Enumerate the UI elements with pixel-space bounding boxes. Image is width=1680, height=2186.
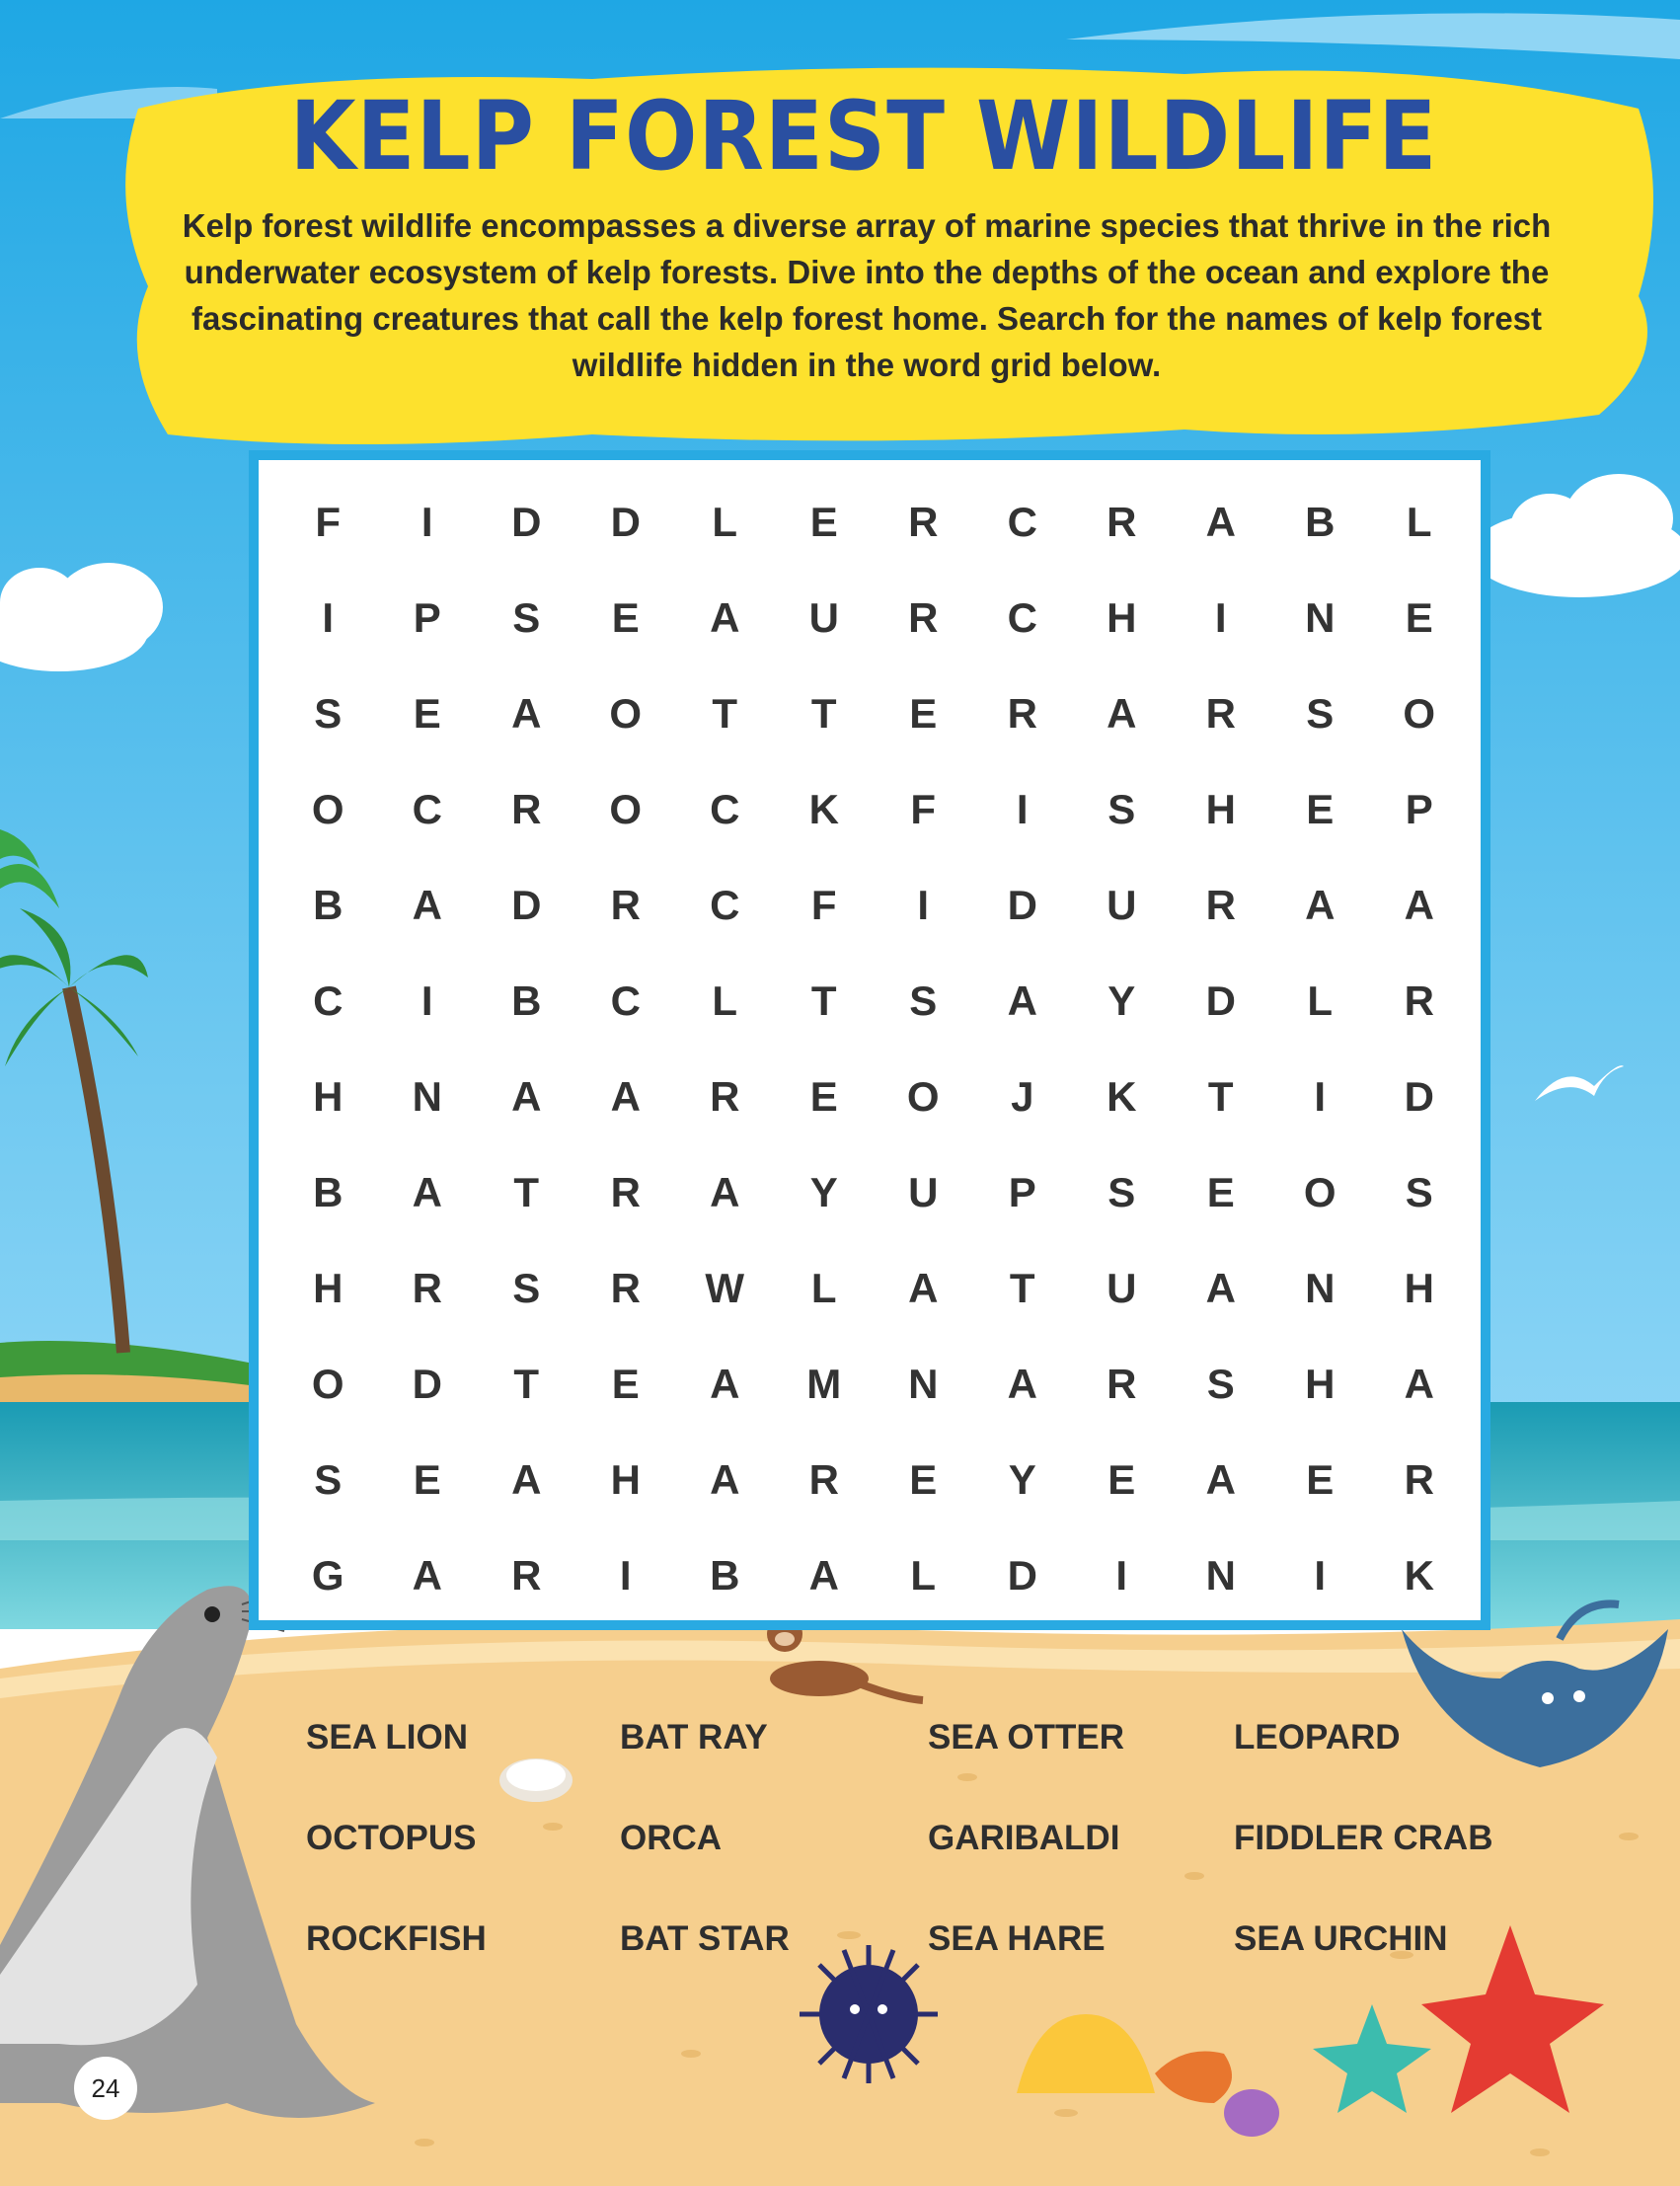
- grid-letter[interactable]: E: [611, 593, 640, 641]
- word-list: [306, 1698, 1493, 2014]
- word-list-item: GARIBALDI: [928, 1819, 1120, 1857]
- grid-letter[interactable]: S: [512, 593, 541, 641]
- grid-letter[interactable]: I: [1214, 593, 1227, 641]
- grid-letter[interactable]: I: [1115, 1551, 1128, 1599]
- grid-letter[interactable]: E: [413, 689, 441, 737]
- grid-letter[interactable]: I: [1314, 1551, 1327, 1599]
- grid-letter[interactable]: C: [1007, 498, 1037, 545]
- grid-letter[interactable]: O: [609, 689, 643, 737]
- grid-letter[interactable]: E: [1405, 593, 1433, 641]
- grid-letter[interactable]: A: [1305, 881, 1336, 928]
- grid-letter[interactable]: C: [610, 976, 641, 1024]
- grid-letter[interactable]: K: [1107, 1072, 1137, 1120]
- grid-letter[interactable]: D: [511, 881, 542, 928]
- intro-text: Kelp forest wildlife encompasses a diverse array of marine species that thrive in the rich underwater ecosystem of kelp forests. Dive into the depths of the ocean and explore the fascinating creatures that call the kelp forest home. Search for the names of kelp forest wildlife hidden in the word grid below.: [182, 207, 1552, 383]
- grid-letter[interactable]: O: [311, 785, 344, 832]
- grid-letter[interactable]: D: [511, 498, 542, 545]
- grid-letter[interactable]: S: [512, 1264, 541, 1311]
- word-list-item: ROCKFISH: [306, 1919, 487, 1958]
- grid-letter[interactable]: H: [1404, 1264, 1434, 1311]
- grid-letter[interactable]: E: [611, 1360, 640, 1407]
- word-search-grid[interactable]: [268, 474, 1481, 1619]
- grid-letter[interactable]: C: [412, 785, 442, 832]
- grid-letter[interactable]: A: [808, 1551, 839, 1599]
- grid-letter[interactable]: U: [908, 1168, 939, 1215]
- grid-letter[interactable]: R: [1205, 881, 1236, 928]
- grid-letter[interactable]: A: [511, 689, 542, 737]
- grid-letter[interactable]: R: [908, 593, 939, 641]
- grid-letter[interactable]: T: [513, 1360, 540, 1407]
- grid-letter[interactable]: A: [511, 1455, 542, 1503]
- grid-letter[interactable]: D: [610, 498, 641, 545]
- grid-letter[interactable]: U: [1107, 881, 1137, 928]
- grid-letter[interactable]: Y: [1008, 1455, 1036, 1503]
- grid-letter[interactable]: A: [710, 593, 740, 641]
- grid-letter[interactable]: S: [1107, 785, 1136, 832]
- grid-letter[interactable]: B: [313, 881, 344, 928]
- grid-letter[interactable]: I: [1016, 785, 1029, 832]
- word-list-item: OCTOPUS: [306, 1819, 477, 1857]
- grid-letter[interactable]: L: [712, 976, 738, 1024]
- grid-letter[interactable]: J: [1011, 1072, 1034, 1120]
- grid-letter[interactable]: B: [1305, 498, 1336, 545]
- grid-letter[interactable]: A: [1404, 1360, 1434, 1407]
- grid-letter[interactable]: A: [1007, 976, 1037, 1024]
- grid-letter[interactable]: O: [609, 785, 643, 832]
- grid-letter[interactable]: T: [513, 1168, 540, 1215]
- grid-letter[interactable]: R: [610, 881, 641, 928]
- grid-letter[interactable]: A: [610, 1072, 641, 1120]
- grid-letter[interactable]: S: [1206, 1360, 1235, 1407]
- page-number: 24: [74, 2057, 137, 2120]
- grid-letter[interactable]: E: [809, 1072, 838, 1120]
- word-list-item: ORCA: [620, 1819, 723, 1857]
- grid-letter[interactable]: H: [313, 1072, 344, 1120]
- grid-letter[interactable]: A: [412, 1168, 442, 1215]
- grid-letter[interactable]: T: [712, 689, 738, 737]
- grid-letter[interactable]: L: [810, 1264, 837, 1311]
- grid-letter[interactable]: K: [808, 785, 839, 832]
- grid-letter[interactable]: D: [1007, 1551, 1037, 1599]
- grid-letter[interactable]: C: [313, 976, 344, 1024]
- word-list-item: SEA OTTER: [928, 1718, 1124, 1757]
- grid-letter[interactable]: R: [511, 1551, 542, 1599]
- grid-letter[interactable]: R: [1404, 976, 1434, 1024]
- grid-letter[interactable]: A: [908, 1264, 939, 1311]
- grid-letter[interactable]: I: [420, 498, 433, 545]
- grid-letter[interactable]: T: [810, 976, 837, 1024]
- grid-letter[interactable]: N: [1305, 593, 1336, 641]
- grid-letter[interactable]: U: [808, 593, 839, 641]
- grid-letter[interactable]: A: [412, 881, 442, 928]
- word-list-item: SEA HARE: [928, 1919, 1106, 1958]
- grid-letter[interactable]: A: [1205, 498, 1236, 545]
- grid-letter[interactable]: O: [906, 1072, 940, 1120]
- grid-letter[interactable]: K: [1404, 1551, 1434, 1599]
- grid-letter[interactable]: R: [1107, 1360, 1137, 1407]
- grid-letter[interactable]: R: [808, 1455, 839, 1503]
- grid-letter[interactable]: H: [1305, 1360, 1336, 1407]
- grid-letter[interactable]: I: [917, 881, 930, 928]
- grid-letter[interactable]: M: [806, 1360, 842, 1407]
- grid-letter[interactable]: R: [511, 785, 542, 832]
- grid-letter[interactable]: I: [420, 976, 433, 1024]
- grid-letter[interactable]: L: [910, 1551, 937, 1599]
- grid-letter[interactable]: R: [610, 1168, 641, 1215]
- grid-letter[interactable]: E: [909, 1455, 938, 1503]
- grid-letter[interactable]: E: [909, 689, 938, 737]
- grid-letter[interactable]: A: [1205, 1264, 1236, 1311]
- grid-letter[interactable]: Y: [1107, 976, 1136, 1024]
- grid-letter[interactable]: R: [1007, 689, 1037, 737]
- grid-letter[interactable]: B: [511, 976, 542, 1024]
- grid-letter[interactable]: I: [1314, 1072, 1327, 1120]
- grid-letter[interactable]: A: [710, 1455, 740, 1503]
- grid-letter[interactable]: T: [1207, 1072, 1234, 1120]
- grid-letter[interactable]: S: [314, 689, 343, 737]
- grid-letter[interactable]: P: [413, 593, 441, 641]
- grid-letter[interactable]: A: [412, 1551, 442, 1599]
- word-list-item: LEOPARD: [1234, 1718, 1401, 1757]
- word-list-item: SEA URCHIN: [1234, 1919, 1448, 1958]
- grid-letter[interactable]: I: [619, 1551, 632, 1599]
- grid-letter[interactable]: L: [1406, 498, 1432, 545]
- grid-letter[interactable]: D: [1404, 1072, 1434, 1120]
- grid-letter[interactable]: E: [1306, 785, 1335, 832]
- grid-letter[interactable]: C: [1007, 593, 1037, 641]
- grid-letter[interactable]: Y: [809, 1168, 838, 1215]
- grid-letter[interactable]: N: [908, 1360, 939, 1407]
- grid-letter[interactable]: F: [315, 498, 342, 545]
- grid-letter[interactable]: R: [412, 1264, 442, 1311]
- grid-letter[interactable]: R: [1404, 1455, 1434, 1503]
- grid-letter[interactable]: U: [1107, 1264, 1137, 1311]
- grid-letter[interactable]: N: [412, 1072, 442, 1120]
- grid-letter[interactable]: W: [705, 1264, 745, 1311]
- grid-letter[interactable]: S: [1107, 1168, 1136, 1215]
- grid-letter[interactable]: B: [710, 1551, 740, 1599]
- word-list-item: FIDDLER CRAB: [1234, 1819, 1493, 1857]
- grid-letter[interactable]: A: [710, 1168, 740, 1215]
- grid-letter[interactable]: S: [1306, 689, 1335, 737]
- grid-letter[interactable]: F: [810, 881, 837, 928]
- grid-letter[interactable]: C: [710, 881, 740, 928]
- grid-letter[interactable]: R: [1205, 689, 1236, 737]
- word-list-item: BAT RAY: [620, 1718, 768, 1757]
- grid-letter[interactable]: A: [1404, 881, 1434, 928]
- grid-letter[interactable]: S: [909, 976, 938, 1024]
- grid-letter[interactable]: R: [1107, 498, 1137, 545]
- grid-letter[interactable]: E: [1306, 1455, 1335, 1503]
- grid-letter[interactable]: C: [710, 785, 740, 832]
- word-list-item: BAT STAR: [620, 1919, 790, 1958]
- grid-letter[interactable]: A: [1107, 689, 1137, 737]
- grid-letter[interactable]: D: [1205, 976, 1236, 1024]
- grid-letter[interactable]: E: [413, 1455, 441, 1503]
- grid-letter[interactable]: B: [313, 1168, 344, 1215]
- grid-letter[interactable]: T: [1009, 1264, 1035, 1311]
- grid-letter[interactable]: T: [810, 689, 837, 737]
- grid-letter[interactable]: E: [1107, 1455, 1136, 1503]
- grid-letter[interactable]: L: [712, 498, 738, 545]
- grid-letter[interactable]: O: [1403, 689, 1436, 737]
- grid-letter[interactable]: N: [1305, 1264, 1336, 1311]
- grid-letter[interactable]: I: [322, 593, 335, 641]
- grid-letter[interactable]: H: [610, 1455, 641, 1503]
- grid-letter[interactable]: D: [1007, 881, 1037, 928]
- grid-letter[interactable]: A: [710, 1360, 740, 1407]
- grid-letter[interactable]: A: [511, 1072, 542, 1120]
- grid-letter[interactable]: L: [1307, 976, 1334, 1024]
- grid-letter[interactable]: E: [809, 498, 838, 545]
- grid-letter[interactable]: A: [1007, 1360, 1037, 1407]
- grid-letter[interactable]: E: [1206, 1168, 1235, 1215]
- grid-letter[interactable]: H: [1107, 593, 1137, 641]
- grid-letter[interactable]: H: [1205, 785, 1236, 832]
- grid-letter[interactable]: H: [313, 1264, 344, 1311]
- grid-letter[interactable]: R: [908, 498, 939, 545]
- grid-letter[interactable]: O: [311, 1360, 344, 1407]
- grid-letter[interactable]: A: [1205, 1455, 1236, 1503]
- grid-letter[interactable]: S: [1405, 1168, 1433, 1215]
- grid-letter[interactable]: G: [311, 1551, 344, 1599]
- grid-letter[interactable]: O: [1303, 1168, 1336, 1215]
- grid-letter[interactable]: F: [910, 785, 937, 832]
- grid-letter[interactable]: R: [710, 1072, 740, 1120]
- grid-letter[interactable]: P: [1008, 1168, 1036, 1215]
- grid-letter[interactable]: R: [610, 1264, 641, 1311]
- grid-letter[interactable]: S: [314, 1455, 343, 1503]
- page-title: KELP FOREST WILDLIFE: [289, 81, 1438, 192]
- grid-letter[interactable]: D: [412, 1360, 442, 1407]
- grid-letter[interactable]: P: [1405, 785, 1433, 832]
- grid-letter[interactable]: N: [1205, 1551, 1236, 1599]
- word-list-item: SEA LION: [306, 1718, 468, 1757]
